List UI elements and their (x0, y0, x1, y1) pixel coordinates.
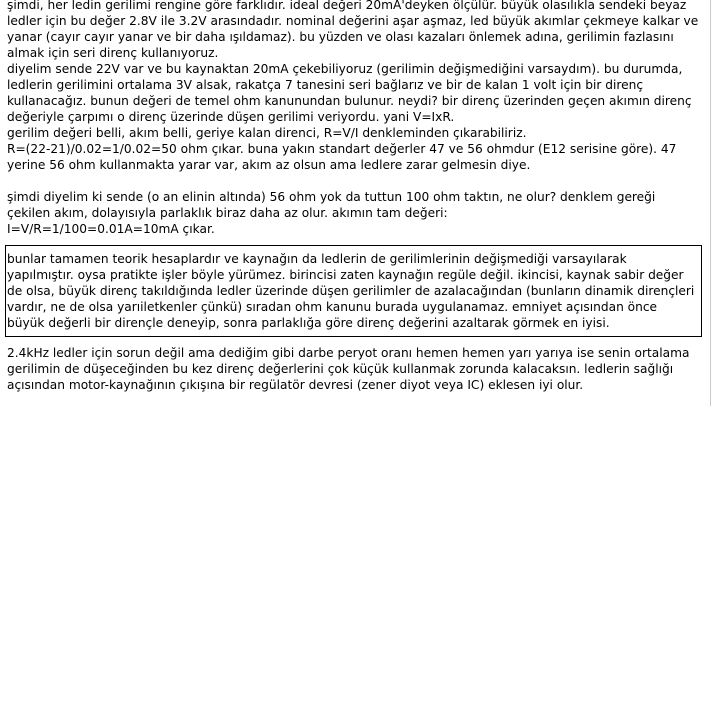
quote-box (5, 245, 702, 337)
paragraph-100-ohm: şimdi diyelim ki sende (o an elinin altında) 56 ohm yok da tuttun 100 ohm taktın, ne olur? denklem gereği çekilen akım, dolayısıyla parlaklık biraz daha az olur. akımın tam değeri: (7, 190, 656, 220)
paragraph-resistor-calc: R=(22-21)/0.02=1/0.02=50 ohm çıkar. buna yakın standart değerler 47 ve 56 ohmdur (E12 serisine göre). 47 yerine 56 ohm kullanmakta yarar var, akım az olsun ama ledlere zarar gelmesin diye. (7, 142, 677, 172)
paragraph-example-circuit: diyelim sende 22V var ve bu kaynaktan 20mA çekebiliyoruz (gerilimin değişmediğini varsaydım). bu durumda, ledlerin gerilimini ortalama 3V alsak, rakatça 7 tanesini seri bağlarız ve bir de kalan 1 volt için bir direnç kullanacağız. bunun değeri de temel ohm kanunundan bulunur. neydi? bir direnç üzerinden geçen akımın direnç değeriyle çarpımı o direnç üzerinde düşen gerilimi veriyordu. yani V=IxR. (7, 62, 692, 124)
paragraph-pwm-note: 2.4kHz ledler için sorun değil ama dediğim gibi darbe peryot oranı hemen hemen yarı yarıya ise senin ortalama gerilimin de düşeceğinden bu kez direnç değerlerini çok küçük kullanmak zorunda kalacaksın. ledlerin sağlığı açısından motor-kaynağının çıkışına bir regülatör devresi (zener diyot veya IC) eklesen iyi olur. (7, 346, 690, 392)
paragraph-led-voltage: şimdi, her ledin gerilimi rengine göre farklıdır. ideal değeri 20mA'deyken ölçülür. büyük olasılıkla sendeki beyaz ledler için bu değer 2.8V ile 3.2V arasındadır. nominal değerini aşar aşmaz, led büyük akımlar çekmeye kalkar ve yanar (cayır cayır yanar ve bir daha ışıldamaz). bu yüzden ve olası kazaları önlemek adına, gerilimin fazlasını almak için seri direnç kullanıyoruz. (7, 0, 699, 60)
spacer (7, 173, 699, 189)
quote-text: bunlar tamamen teorik hesaplardır ve kaynağın da ledlerin de gerilimlerinin değişmediği varsayılarak yapılmıştır. oysa pratikte işler böyle yürümez. birincisi zaten kaynağın regüle değil. ikincisi, kaynak sabir değer de olsa, büyük direnç takıldığında ledler üzerinde düşen gerilimler de azalacağından (bunların dinamik dirençleri vardır, ne de olsa yarıiletkenler çünkü) sıradan ohm kanunu burada uygulanamaz. emniyet açısından önce büyük değerli bir dirençle deneyip, sonra parlaklığa göre direnç değerini azaltarak görmek en iyisi. (7, 252, 695, 330)
post-content (7, 0, 699, 393)
paragraph-current-calc: I=V/R=1/100=0.01A=10mA çıkar. (7, 222, 215, 236)
paragraph-formula-intro: gerilim değeri belli, akım belli, geriye kalan direnci, R=V/I denkleminden çıkarabiliriz. (7, 126, 527, 140)
